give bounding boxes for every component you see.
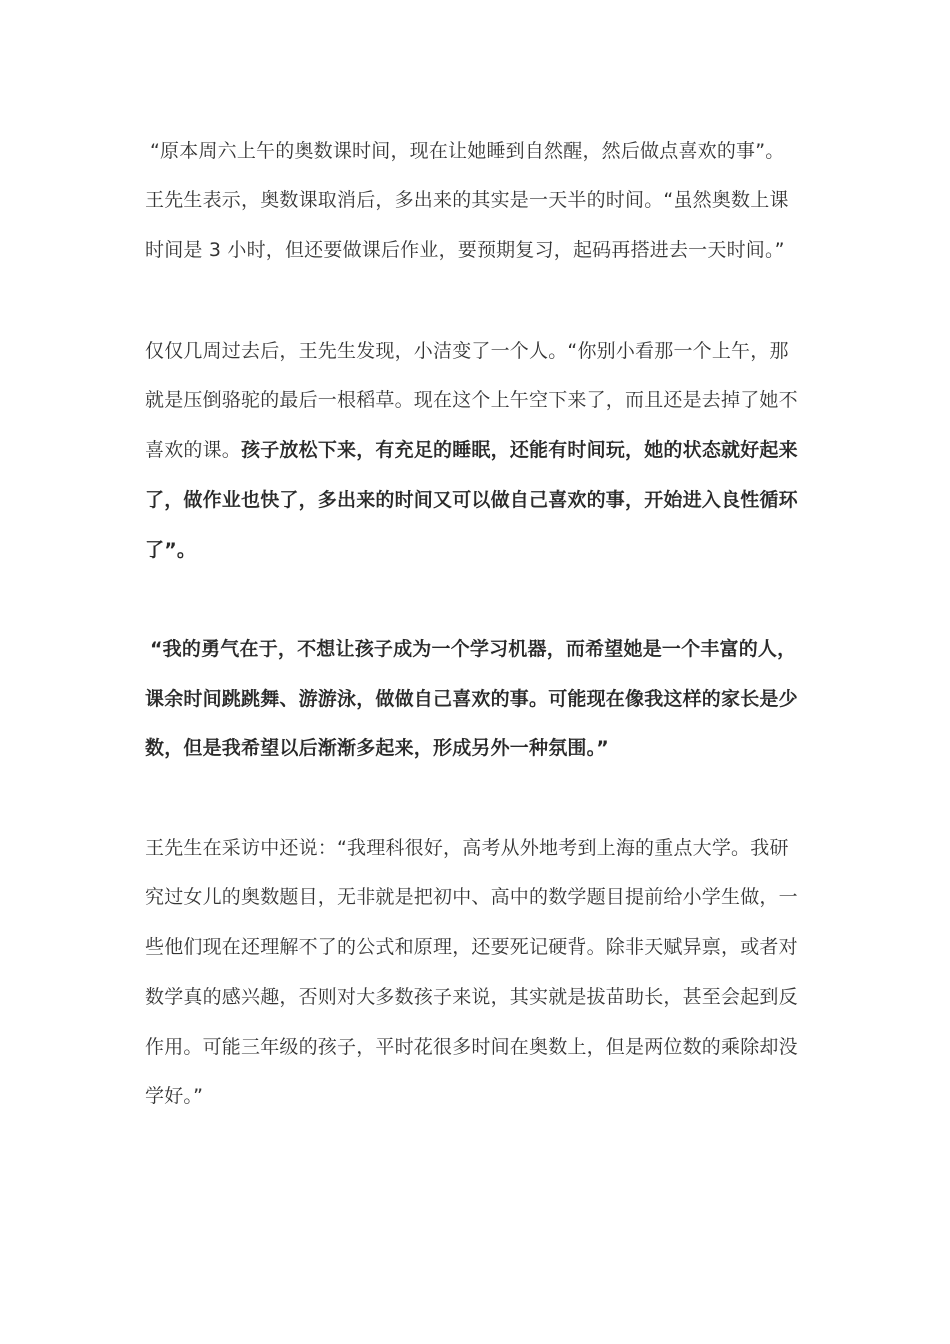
- paragraph-2-line-3: [145, 437, 805, 463]
- paragraph-2-line-3-plain: 喜欢的课。: [145, 439, 242, 461]
- paragraph-3-line-2: 课余时间跳跳舞、游游泳，做做自己喜欢的事。可能现在像我这样的家长是少: [145, 688, 798, 710]
- paragraph-2-line-3-bold: 孩子放松下来，有充足的睡眠，还能有时间玩，她的状态就好起来: [241, 439, 798, 461]
- paragraph-2-line-5: 了”。: [145, 539, 197, 561]
- paragraph-2-line-1: 仅仅几周过去后，王先生发现，小洁变了一个人。“你别小看那一个上午，那: [145, 340, 789, 362]
- paragraph-1-line-3: 时间是 3 小时，但还要做课后作业，要预期复习，起码再搭进去一天时间。”: [145, 239, 785, 261]
- paragraph-1-line-1: “原本周六上午的奥数课时间，现在让她睡到自然醒，然后做点喜欢的事”。: [150, 140, 785, 162]
- paragraph-4-line-6: 学好。”: [145, 1085, 204, 1107]
- paragraph-3-line-1: “我的勇气在于，不想让孩子成为一个学习机器，而希望她是一个丰富的人，: [150, 638, 797, 660]
- paragraph-4-line-1: 王先生在采访中还说：“我理科很好，高考从外地考到上海的重点大学。我研: [145, 837, 789, 859]
- paragraph-2-line-4: 了，做作业也快了，多出来的时间又可以做自己喜欢的事，开始进入良性循环: [145, 489, 798, 511]
- paragraph-4-line-4: 数学真的感兴趣，否则对大多数孩子来说，其实就是拔苗助长，甚至会起到反: [145, 986, 798, 1008]
- paragraph-1-line-2: 王先生表示，奥数课取消后，多出来的其实是一天半的时间。“虽然奥数上课: [145, 189, 789, 211]
- paragraph-4-line-2: 究过女儿的奥数题目，无非就是把初中、高中的数学题目提前给小学生做，一: [145, 886, 798, 908]
- paragraph-2-line-2: 就是压倒骆驼的最后一根稻草。现在这个上午空下来了，而且还是去掉了她不: [145, 389, 798, 411]
- paragraph-3-line-3: 数，但是我希望以后渐渐多起来，形成另外一种氛围。”: [145, 737, 609, 759]
- paragraph-4-line-3: 些他们现在还理解不了的公式和原理，还要死记硬背。除非天赋异禀，或者对: [145, 936, 798, 958]
- paragraph-4-line-5: 作用。可能三年级的孩子，平时花很多时间在奥数上，但是两位数的乘除却没: [145, 1036, 798, 1058]
